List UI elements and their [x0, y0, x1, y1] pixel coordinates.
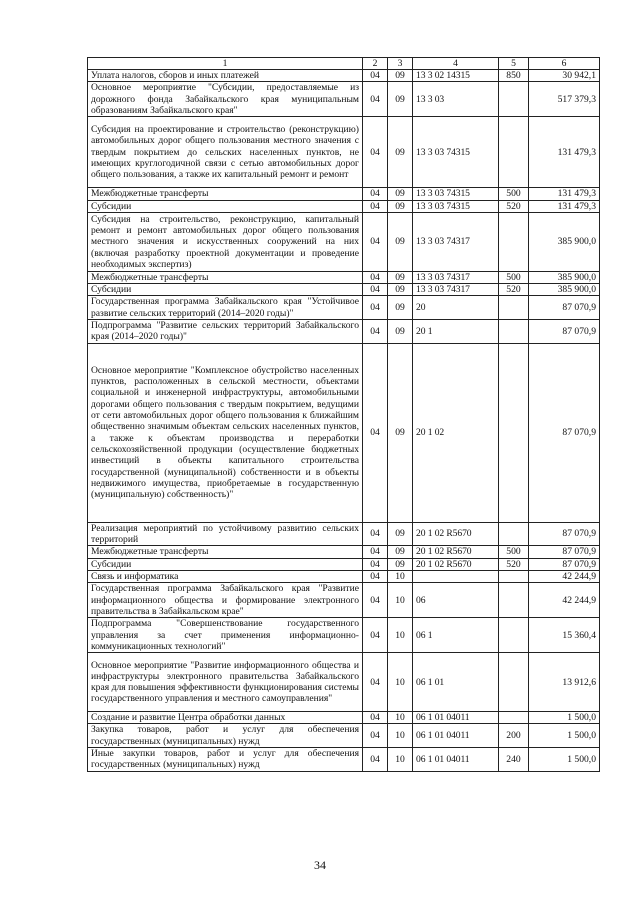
target-article-cell: 06 1 01 04011 — [413, 748, 499, 772]
target-article-cell: 06 1 — [413, 618, 499, 653]
expense-type-cell: 520 — [499, 558, 529, 570]
subsection-code-cell: 09 — [388, 546, 413, 558]
item-name-cell: Основное мероприятие "Комплексное обустройство населенных пунктов, расположенных в сельской местности, объектами социальной и инженерной инфраструктуры, автомобильными дорогами общего пользования с твердым покрытием, ведущими от сети автомобильных дорог общего пользования к ближайшим общественно значимым объектам сельских населенных пунктов, а также к объектам производства и переработки сельскохозяйственной продукции (осуществление бюджетных инвестиций в объекты капитального строительства государственной (муниципальной) собственности и в объекты недвижимого имущества, приобретаемые в государственную (муниципальную) собственность)" — [88, 343, 363, 522]
item-name-cell: Субсидии — [88, 558, 363, 570]
section-code-cell: 04 — [363, 748, 388, 772]
subsection-code-cell: 09 — [388, 320, 413, 344]
expense-type-cell — [499, 522, 529, 546]
item-name-cell: Подпрограмма "Совершенствование государственного управления за счет применения информационно-коммуникационных технологий" — [88, 618, 363, 653]
amount-cell: 13 912,6 — [529, 653, 600, 712]
item-name-cell: Создание и развитие Центра обработки данных — [88, 712, 363, 724]
expense-type-cell: 500 — [499, 188, 529, 200]
item-name-cell: Реализация мероприятий по устойчивому развитию сельских территорий — [88, 522, 363, 546]
expense-type-cell: 850 — [499, 70, 529, 82]
item-name-cell: Уплата налогов, сборов и иных платежей — [88, 70, 363, 82]
amount-cell: 517 379,3 — [529, 82, 600, 117]
target-article-cell: 13 3 03 74317 — [413, 271, 499, 283]
section-code-cell: 04 — [363, 558, 388, 570]
table-row — [88, 284, 600, 296]
subsection-code-cell: 09 — [388, 82, 413, 117]
table-row — [88, 558, 600, 570]
amount-cell: 87 070,9 — [529, 546, 600, 558]
table-row — [88, 188, 600, 200]
item-name-cell: Государственная программа Забайкальского края "Устойчивое развитие сельских территорий (2014–2020 годы)" — [88, 296, 363, 320]
target-article-cell: 06 1 01 04011 — [413, 724, 499, 748]
column-number: 4 — [413, 58, 499, 70]
section-code-cell: 04 — [363, 200, 388, 212]
column-number: 2 — [363, 58, 388, 70]
subsection-code-cell: 09 — [388, 558, 413, 570]
item-name-cell: Субсидии — [88, 200, 363, 212]
item-name-cell: Межбюджетные трансферты — [88, 188, 363, 200]
item-name-cell: Субсидия на строительство, реконструкцию, капитальный ремонт и ремонт автомобильных дорог общего пользования местного значения и искусственных сооружений на них (включая разработку проектной документации и проведение необходимых экспертиз) — [88, 212, 363, 271]
subsection-code-cell: 09 — [388, 200, 413, 212]
section-code-cell: 04 — [363, 618, 388, 653]
target-article-cell: 13 3 03 74317 — [413, 284, 499, 296]
table-row — [88, 343, 600, 522]
table-row — [88, 296, 600, 320]
amount-cell: 87 070,9 — [529, 320, 600, 344]
target-article-cell: 20 1 02 — [413, 343, 499, 522]
column-number: 5 — [499, 58, 529, 70]
item-name-cell: Иные закупки товаров, работ и услуг для обеспечения государственных (муниципальных) нужд — [88, 748, 363, 772]
expense-type-cell — [499, 618, 529, 653]
subsection-code-cell: 09 — [388, 70, 413, 82]
expense-type-cell: 520 — [499, 200, 529, 212]
target-article-cell: 13 3 03 — [413, 82, 499, 117]
amount-cell: 87 070,9 — [529, 558, 600, 570]
budget-table-container — [87, 57, 599, 772]
expense-type-cell — [499, 570, 529, 582]
subsection-code-cell: 09 — [388, 343, 413, 522]
budget-table-body — [88, 58, 600, 772]
section-code-cell: 04 — [363, 296, 388, 320]
expense-type-cell — [499, 117, 529, 188]
table-row — [88, 712, 600, 724]
amount-cell: 87 070,9 — [529, 343, 600, 522]
expense-type-cell — [499, 583, 529, 618]
subsection-code-cell: 10 — [388, 712, 413, 724]
amount-cell: 15 360,4 — [529, 618, 600, 653]
expense-type-cell — [499, 296, 529, 320]
amount-cell: 42 244,9 — [529, 570, 600, 582]
table-row — [88, 82, 600, 117]
table-row — [88, 724, 600, 748]
subsection-code-cell: 09 — [388, 117, 413, 188]
target-article-cell: 13 3 03 74315 — [413, 188, 499, 200]
subsection-code-cell: 09 — [388, 271, 413, 283]
expense-type-cell: 520 — [499, 284, 529, 296]
table-row — [88, 320, 600, 344]
section-code-cell: 04 — [363, 583, 388, 618]
table-row — [88, 522, 600, 546]
expense-type-cell: 500 — [499, 546, 529, 558]
target-article-cell: 13 3 02 14315 — [413, 70, 499, 82]
subsection-code-cell: 09 — [388, 284, 413, 296]
section-code-cell: 04 — [363, 570, 388, 582]
table-row — [88, 546, 600, 558]
item-name-cell: Основное мероприятие "Развитие информационного общества и инфраструктуры электронного правительства Забайкальского края для повышения эффективности функционирования системы государственного управления и местного самоуправления" — [88, 653, 363, 712]
subsection-code-cell: 10 — [388, 570, 413, 582]
section-code-cell: 04 — [363, 724, 388, 748]
target-article-cell: 20 — [413, 296, 499, 320]
target-article-cell: 13 3 03 74315 — [413, 117, 499, 188]
item-name-cell: Межбюджетные трансферты — [88, 271, 363, 283]
target-article-cell: 20 1 02 R5670 — [413, 522, 499, 546]
subsection-code-cell: 09 — [388, 522, 413, 546]
amount-cell: 42 244,9 — [529, 583, 600, 618]
section-code-cell: 04 — [363, 271, 388, 283]
section-code-cell: 04 — [363, 653, 388, 712]
subsection-code-cell: 10 — [388, 618, 413, 653]
target-article-cell — [413, 570, 499, 582]
section-code-cell: 04 — [363, 522, 388, 546]
amount-cell: 1 500,0 — [529, 748, 600, 772]
amount-cell: 1 500,0 — [529, 724, 600, 748]
expense-type-cell: 500 — [499, 271, 529, 283]
target-article-cell: 13 3 03 74315 — [413, 200, 499, 212]
amount-cell: 87 070,9 — [529, 296, 600, 320]
amount-cell: 385 900,0 — [529, 212, 600, 271]
expense-type-cell — [499, 82, 529, 117]
column-number: 3 — [388, 58, 413, 70]
item-name-cell: Подпрограмма "Развитие сельских территорий Забайкальского края (2014–2020 годы)" — [88, 320, 363, 344]
target-article-cell: 06 — [413, 583, 499, 618]
amount-cell: 131 479,3 — [529, 117, 600, 188]
target-article-cell: 06 1 01 04011 — [413, 712, 499, 724]
target-article-cell: 20 1 02 R5670 — [413, 546, 499, 558]
column-number: 6 — [529, 58, 600, 70]
subsection-code-cell: 10 — [388, 724, 413, 748]
section-code-cell: 04 — [363, 712, 388, 724]
amount-cell: 30 942,1 — [529, 70, 600, 82]
column-number-row — [88, 58, 600, 70]
section-code-cell: 04 — [363, 284, 388, 296]
section-code-cell: 04 — [363, 212, 388, 271]
expense-type-cell — [499, 712, 529, 724]
section-code-cell: 04 — [363, 343, 388, 522]
table-row — [88, 200, 600, 212]
table-row — [88, 212, 600, 271]
section-code-cell: 04 — [363, 188, 388, 200]
table-row — [88, 271, 600, 283]
table-row — [88, 618, 600, 653]
expense-type-cell: 200 — [499, 724, 529, 748]
expense-type-cell — [499, 343, 529, 522]
amount-cell: 385 900,0 — [529, 284, 600, 296]
amount-cell: 131 479,3 — [529, 200, 600, 212]
table-row — [88, 583, 600, 618]
amount-cell: 385 900,0 — [529, 271, 600, 283]
section-code-cell: 04 — [363, 117, 388, 188]
table-row — [88, 117, 600, 188]
amount-cell: 131 479,3 — [529, 188, 600, 200]
budget-table — [87, 57, 600, 772]
item-name-cell: Государственная программа Забайкальского края "Развитие информационного общества и формирование электронного правительства в Забайкальском крае" — [88, 583, 363, 618]
item-name-cell: Субсидия на проектирование и строительство (реконструкцию) автомобильных дорог общего пользования местного значения с твердым покрытием до сельских населенных пунктов, не имеющих круглогодичной связи с сетью автомобильных дорог общего пользования, а также их капитальный ремонт и ремонт — [88, 117, 363, 188]
page-number: 34 — [314, 858, 326, 872]
subsection-code-cell: 09 — [388, 188, 413, 200]
section-code-cell: 04 — [363, 82, 388, 117]
table-row — [88, 748, 600, 772]
amount-cell: 87 070,9 — [529, 522, 600, 546]
table-row — [88, 570, 600, 582]
table-row — [88, 653, 600, 712]
expense-type-cell — [499, 212, 529, 271]
item-name-cell: Основное мероприятие "Субсидии, предоставляемые из дорожного фонда Забайкальского края муниципальным образованиям Забайкальского края" — [88, 82, 363, 117]
target-article-cell: 20 1 — [413, 320, 499, 344]
target-article-cell: 06 1 01 — [413, 653, 499, 712]
subsection-code-cell: 10 — [388, 653, 413, 712]
item-name-cell: Межбюджетные трансферты — [88, 546, 363, 558]
section-code-cell: 04 — [363, 70, 388, 82]
subsection-code-cell: 09 — [388, 296, 413, 320]
column-number: 1 — [88, 58, 363, 70]
section-code-cell: 04 — [363, 546, 388, 558]
table-row — [88, 70, 600, 82]
amount-cell: 1 500,0 — [529, 712, 600, 724]
expense-type-cell: 240 — [499, 748, 529, 772]
target-article-cell: 20 1 02 R5670 — [413, 558, 499, 570]
section-code-cell: 04 — [363, 320, 388, 344]
item-name-cell: Связь и информатика — [88, 570, 363, 582]
subsection-code-cell: 09 — [388, 212, 413, 271]
subsection-code-cell: 10 — [388, 748, 413, 772]
expense-type-cell — [499, 320, 529, 344]
item-name-cell: Субсидии — [88, 284, 363, 296]
expense-type-cell — [499, 653, 529, 712]
subsection-code-cell: 10 — [388, 583, 413, 618]
target-article-cell: 13 3 03 74317 — [413, 212, 499, 271]
item-name-cell: Закупка товаров, работ и услуг для обеспечения государственных (муниципальных) нужд — [88, 724, 363, 748]
